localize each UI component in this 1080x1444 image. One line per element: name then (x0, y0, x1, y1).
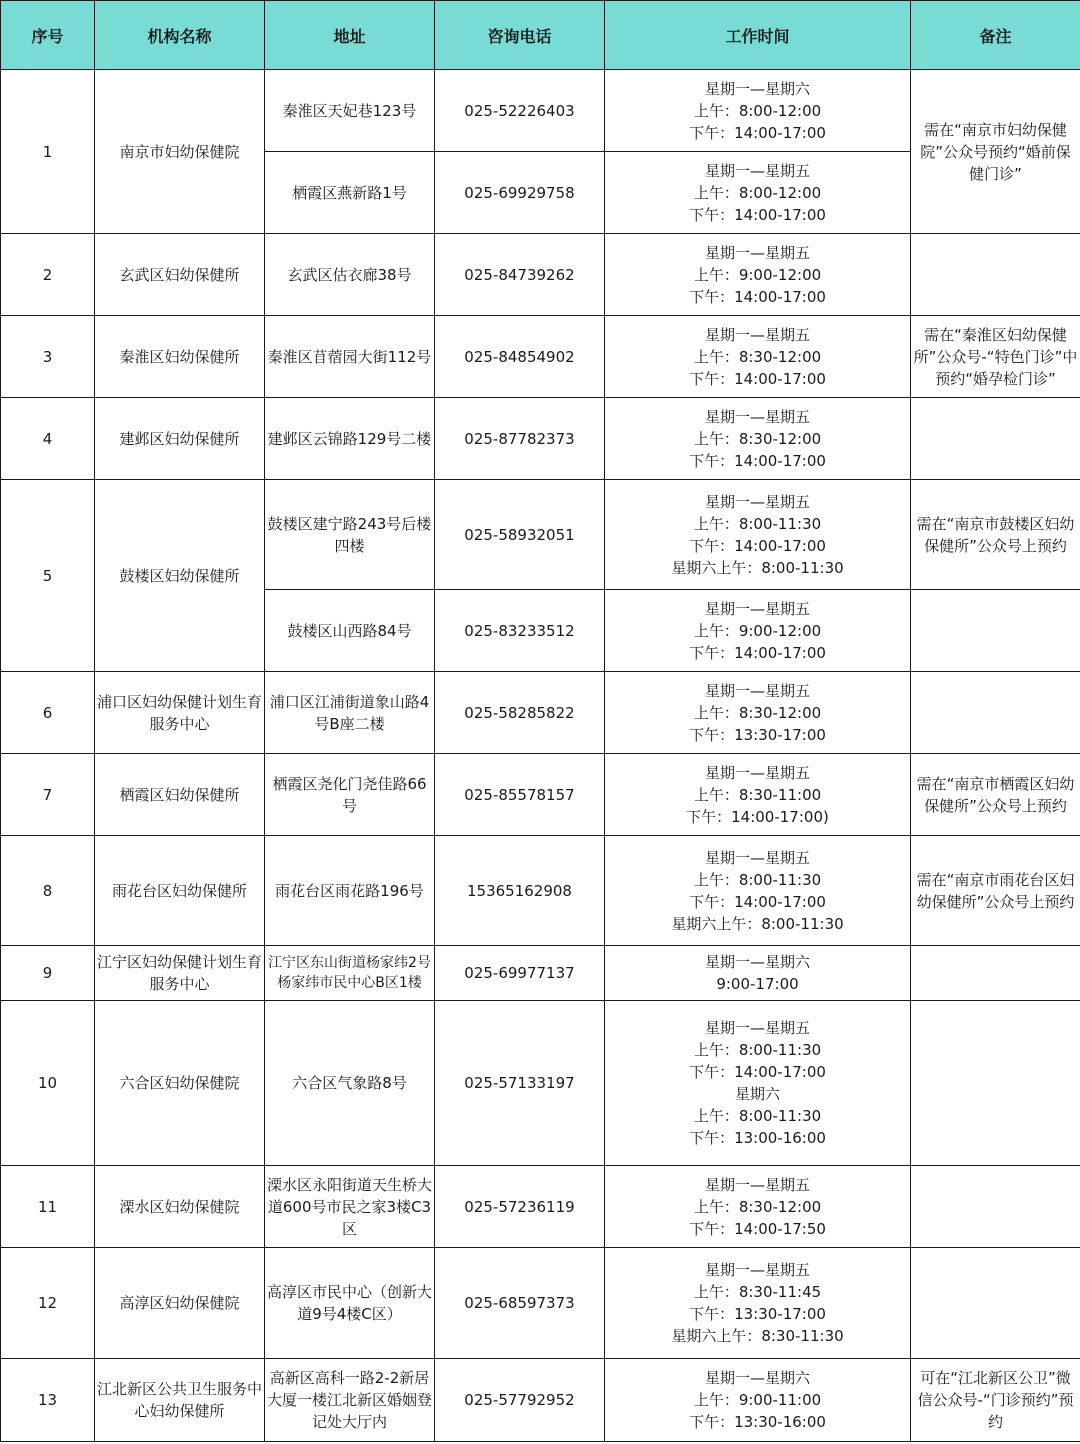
hours-line: 星期一—星期五 (704, 1261, 810, 1279)
note-cell (911, 234, 1080, 316)
note-cell: 需在“南京市妇幼保健院”公众号预约“婚前保健门诊” (911, 70, 1080, 234)
phone-cell: 025-84854902 (435, 316, 605, 398)
address-cell: 鼓楼区建宁路243号后楼四楼 (265, 480, 435, 590)
org-cell: 六合区妇幼保健院 (95, 1001, 265, 1166)
hours-line: 上午：8:30-12:00 (693, 429, 822, 448)
hours-line: 星期一—星期五 (704, 848, 810, 867)
hours-line: 上午：9:00-12:00 (693, 621, 822, 640)
hours-line: 星期一—星期五 (704, 407, 810, 426)
hours-line: 下午：14:00-17:00 (689, 205, 826, 224)
hours-cell (605, 590, 911, 672)
seq-cell: 2 (1, 234, 95, 316)
header-seq: 序号 (1, 1, 95, 70)
phone-cell: 025-52226403 (435, 70, 605, 152)
hours-cell (605, 672, 911, 754)
hours-line: 上午：8:30-12:00 (693, 703, 822, 722)
note-cell (911, 672, 1080, 754)
header-org: 机构名称 (95, 1, 265, 70)
hours-line: 上午：8:00-12:00 (693, 101, 822, 120)
org-cell: 江北新区公共卫生服务中心妇幼保健所 (95, 1359, 265, 1442)
hours-line: 下午：14:00-17:00 (689, 369, 826, 388)
org-cell: 溧水区妇幼保健院 (95, 1166, 265, 1248)
hours-line: 下午：14:00-17:00 (689, 287, 826, 306)
phone-cell: 025-68597373 (435, 1248, 605, 1359)
hours-line: 上午：8:30-11:00 (693, 785, 822, 804)
address-cell: 高新区高科一路2-2新居大厦一楼江北新区婚姻登记处大厅内 (265, 1359, 435, 1442)
hours-line: 下午：14:00-17:00 (689, 892, 826, 911)
hours-line: 9:00-17:00 (716, 975, 799, 993)
note-cell: 可在“江北新区公卫”微信公众号-“门诊预约”预约 (911, 1359, 1080, 1442)
hours-line: 星期一—星期五 (704, 325, 810, 344)
hours-line: 星期一—星期五 (704, 599, 810, 618)
note-cell (911, 1248, 1080, 1359)
phone-cell: 025-87782373 (435, 398, 605, 480)
address-cell: 建邺区云锦路129号二楼 (265, 398, 435, 480)
org-cell: 南京市妇幼保健院 (95, 70, 265, 234)
phone-cell: 025-83233512 (435, 590, 605, 672)
seq-cell: 11 (1, 1166, 95, 1248)
hours-cell (605, 234, 911, 316)
hours-line: 上午：8:30-12:00 (693, 1197, 822, 1216)
table-row (1, 398, 1080, 480)
hours-cell (605, 836, 911, 946)
address-cell: 栖霞区尧化门尧佳路66号 (265, 754, 435, 836)
table-row (1, 672, 1080, 754)
phone-cell: 15365162908 (435, 836, 605, 946)
address-cell: 江宁区东山街道杨家纬2号杨家纬市民中心B区1楼 (265, 946, 435, 1001)
note-cell (911, 398, 1080, 480)
seq-cell: 12 (1, 1248, 95, 1359)
address-cell: 浦口区江浦街道象山路4号B座二楼 (265, 672, 435, 754)
header-note: 备注 (911, 1, 1080, 70)
table-row (1, 316, 1080, 398)
hours-cell (605, 398, 911, 480)
hours-line: 上午：8:00-11:30 (693, 870, 822, 889)
note-cell (911, 1166, 1080, 1248)
org-cell: 江宁区妇幼保健计划生育服务中心 (95, 946, 265, 1001)
phone-cell: 025-57792952 (435, 1359, 605, 1442)
address-cell: 雨花台区雨花路196号 (265, 836, 435, 946)
hours-line: 星期一—星期六 (704, 79, 810, 98)
org-cell: 栖霞区妇幼保健所 (95, 754, 265, 836)
note-cell: 需在“南京市鼓楼区妇幼保健所”公众号上预约 (911, 480, 1080, 590)
hours-cell (605, 1166, 911, 1248)
hours-line: 下午：14:00-17:00 (689, 123, 826, 142)
hours-line: 星期六上午：8:30-11:30 (671, 1327, 844, 1345)
hours-line: 星期一—星期五 (704, 492, 810, 511)
hours-line: 上午：8:00-11:30 (693, 514, 822, 533)
address-cell: 栖霞区燕新路1号 (265, 152, 435, 234)
address-cell: 秦淮区苜蓿园大街112号 (265, 316, 435, 398)
address-cell: 溧水区永阳街道天生桥大道600号市民之家3楼C3区 (265, 1166, 435, 1248)
table-row (1, 70, 1080, 152)
hours-line: 星期一—星期五 (704, 1019, 810, 1037)
hours-line: 下午：13:30-17:00 (689, 725, 826, 744)
note-cell (911, 1001, 1080, 1166)
seq-cell: 7 (1, 754, 95, 836)
hours-line: 下午：14:00-17:00 (689, 536, 826, 555)
seq-cell: 13 (1, 1359, 95, 1442)
hours-line: 下午：14:00-17:00 (689, 643, 826, 662)
hours-line: 星期一—星期五 (704, 763, 810, 782)
hours-cell (605, 946, 911, 1001)
hours-line: 星期一—星期六 (704, 1369, 810, 1387)
org-cell: 玄武区妇幼保健所 (95, 234, 265, 316)
seq-cell: 10 (1, 1001, 95, 1166)
header-phone: 咨询电话 (435, 1, 605, 70)
table-row (1, 1166, 1080, 1248)
seq-cell: 5 (1, 480, 95, 672)
hours-line: 下午：14:00-17:50 (689, 1219, 826, 1238)
hours-line: 星期一—星期五 (704, 1175, 810, 1194)
hours-cell (605, 152, 911, 234)
hours-line: 上午：9:00-12:00 (693, 265, 822, 284)
hours-line: 星期一—星期六 (704, 953, 810, 971)
org-cell: 高淳区妇幼保健院 (95, 1248, 265, 1359)
seq-cell: 4 (1, 398, 95, 480)
table-row (1, 234, 1080, 316)
hours-cell (605, 1001, 911, 1166)
table-row (1, 1001, 1080, 1166)
hours-line: 下午：13:30-16:00 (689, 1413, 826, 1431)
hours-cell (605, 480, 911, 590)
hours-line: 星期六上午：8:00-11:30 (671, 914, 844, 933)
phone-cell: 025-58285822 (435, 672, 605, 754)
hours-cell (605, 70, 911, 152)
hours-cell (605, 1359, 911, 1442)
seq-cell: 6 (1, 672, 95, 754)
hours-line: 上午：8:30-11:45 (693, 1283, 822, 1301)
header-hours: 工作时间 (605, 1, 911, 70)
hours-line: 上午：8:00-11:30 (693, 1041, 822, 1059)
hours-line: 星期一—星期五 (704, 161, 810, 180)
seq-cell: 9 (1, 946, 95, 1001)
hours-line: 上午：8:30-12:00 (693, 347, 822, 366)
note-cell (911, 590, 1080, 672)
table-row (1, 480, 1080, 590)
hours-line: 下午：13:30-17:00 (689, 1305, 826, 1323)
phone-cell: 025-57133197 (435, 1001, 605, 1166)
seq-cell: 3 (1, 316, 95, 398)
hours-line: 下午：14:00-17:00 (689, 451, 826, 470)
org-cell: 建邺区妇幼保健所 (95, 398, 265, 480)
hours-line: 星期六 (734, 1085, 780, 1103)
address-cell: 六合区气象路8号 (265, 1001, 435, 1166)
table-row (1, 1248, 1080, 1359)
hours-line: 星期一—星期五 (704, 681, 810, 700)
org-cell: 秦淮区妇幼保健所 (95, 316, 265, 398)
header-address: 地址 (265, 1, 435, 70)
seq-cell: 1 (1, 70, 95, 234)
phone-cell: 025-69977137 (435, 946, 605, 1001)
hours-cell (605, 1248, 911, 1359)
note-cell: 需在“南京市雨花台区妇幼保健所”公众号上预约 (911, 836, 1080, 946)
table-header-row (1, 1, 1080, 70)
phone-cell: 025-84739262 (435, 234, 605, 316)
hours-line: 上午：8:00-11:30 (693, 1107, 822, 1125)
note-cell (911, 946, 1080, 1001)
note-cell: 需在“南京市栖霞区妇幼保健所”公众号上预约 (911, 754, 1080, 836)
address-cell: 秦淮区天妃巷123号 (265, 70, 435, 152)
hours-cell (605, 754, 911, 836)
phone-cell: 025-69929758 (435, 152, 605, 234)
address-cell: 鼓楼区山西路84号 (265, 590, 435, 672)
address-cell: 高淳区市民中心（创新大道9号4楼C区） (265, 1248, 435, 1359)
hours-line: 星期一—星期五 (704, 243, 810, 262)
table-row (1, 754, 1080, 836)
phone-cell: 025-58932051 (435, 480, 605, 590)
address-cell: 玄武区估衣廊38号 (265, 234, 435, 316)
hours-line: 上午：8:00-12:00 (693, 183, 822, 202)
note-cell: 需在“秦淮区妇幼保健所”公众号-“特色门诊”中预约“婚孕检门诊” (911, 316, 1080, 398)
table-row (1, 946, 1080, 1001)
org-cell: 鼓楼区妇幼保健所 (95, 480, 265, 672)
org-cell: 雨花台区妇幼保健所 (95, 836, 265, 946)
hours-line: 下午：14:00-17:00) (686, 807, 829, 826)
seq-cell: 8 (1, 836, 95, 946)
hours-line: 下午：14:00-17:00 (689, 1063, 826, 1081)
phone-cell: 025-85578157 (435, 754, 605, 836)
table-row (1, 1359, 1080, 1442)
table-row (1, 836, 1080, 946)
phone-cell: 025-57236119 (435, 1166, 605, 1248)
hours-line: 星期六上午：8:00-11:30 (671, 558, 844, 577)
hours-line: 下午：13:00-16:00 (689, 1129, 826, 1147)
org-cell: 浦口区妇幼保健计划生育服务中心 (95, 672, 265, 754)
hours-line: 上午：9:00-11:00 (693, 1391, 822, 1409)
hours-cell (605, 316, 911, 398)
